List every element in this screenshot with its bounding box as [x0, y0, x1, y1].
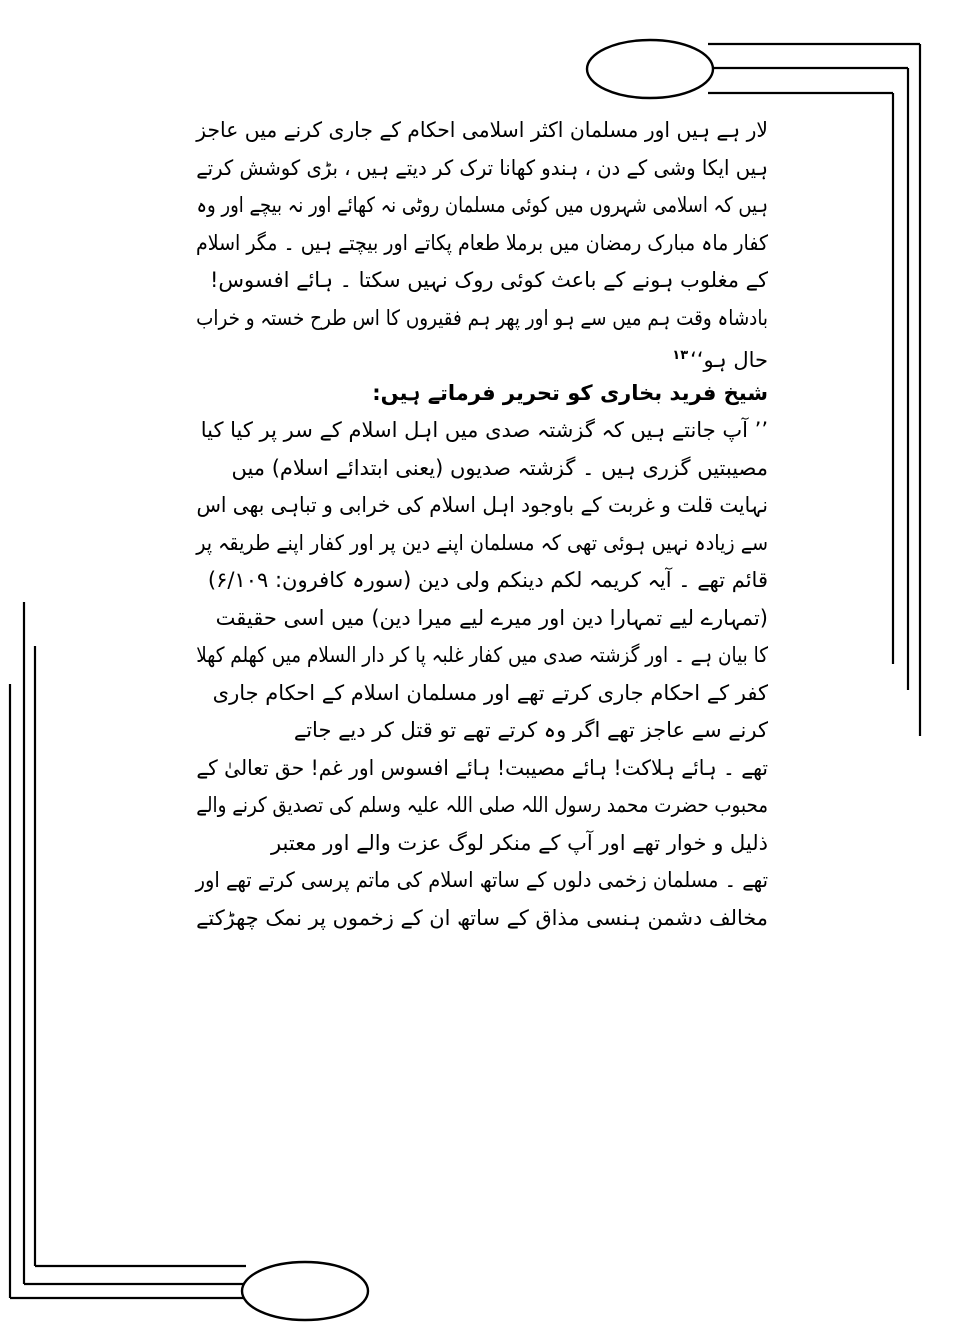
text-line: سے زیادہ نہیں ہوئی تھی کہ مسلمان اپنے دین پر اور کفار اپنے طریقہ پر	[196, 530, 768, 555]
text-line: ذلیل و خوار تھے اور آپ کے منکر لوگ عزت والے اور معتبر	[270, 830, 768, 855]
text-line: ہیں کہ اسلامی شہروں میں کوئی مسلمان روٹی نہ کھائے اور نہ بیچے اور وہ	[196, 193, 769, 217]
footnote-reference: ۱۳	[672, 348, 689, 363]
text-line: کرنے سے عاجز تھے اگر وہ کرتے تھے تو قتل کر دیے جاتے	[293, 718, 768, 742]
text-line: ’’ آپ جانتے ہیں کہ گزشتہ صدی میں اہل اسلام کے سر پر کیا کیا	[200, 418, 768, 442]
text-line: بادشاہ وقت ہم میں سے ہو اور پھر ہم فقیروں کا اس طرح خستہ و خراب	[196, 305, 768, 330]
text-line: تھے ۔ ہائے ہلاکت! ہائے مصیبت! ہائے افسوس اور غم! حق تعالیٰ کے	[196, 755, 768, 780]
text-line: لار ہے ہیں اور مسلمان اکثر اسلامی احکام کے جاری کرنے میں عاجز	[196, 118, 768, 142]
closing-text: حال ہو‘‘	[690, 348, 768, 372]
text-line: کفر کے احکام جاری کرتے تھے اور مسلمان اسلام کے احکام جاری	[212, 680, 768, 705]
text-line: کے مغلوب ہونے کے باعث کوئی روک نہیں سکتا ۔ ہائے افسوس!	[209, 268, 768, 292]
text-line: کفار ماہ مبارک رمضان میں برملا طعام پکاتے اور بیچتے ہیں ۔ مگر اسلام	[195, 230, 768, 255]
text-line: محبوب حضرت محمد رسول اللہ صلی اللہ علیہ وسلم کی تصدیق کرنے والے	[196, 793, 769, 817]
text-line: مخالف دشمن ہنسی مذاق کے ساتھ ان کے زخموں پر نمک چھڑکتے	[196, 905, 768, 930]
section-heading: شیخ فرید بخاری کو تحریر فرماتے ہیں:	[372, 380, 768, 405]
top-oval-ornament	[587, 40, 713, 98]
text-line: (تمہارے لیے تمہارا دین اور میرے لیے میرا دین) میں اسی حقیقت	[215, 605, 768, 630]
text-line: قائم تھے ۔ آیہ کریمہ لکم دینکم ولی دین (سورہ کافرون: ۶/۱۰۹)	[207, 568, 768, 592]
text-line: تھے ۔ مسلمان زخمی دلوں کے ساتھ اسلام کی ماتم پرسی کرتے تھے اور	[195, 868, 769, 892]
text-line: کا بیان ہے ۔ اور گزشتہ صدی میں کفار غلبہ پا کر دار السلام میں کھلم کھلا	[196, 643, 769, 667]
text-line: ہیں ایکا وشی کے دن ، ہندو کھانا ترک کر دیتے ہیں ، بڑی کوشش کرتے	[196, 155, 769, 180]
urdu-body-text	[196, 112, 768, 937]
text-line-last	[196, 337, 768, 375]
text-line: مصیبتیں گزری ہیں ۔ گزشتہ صدیوں (یعنی ابتدائے اسلام) میں	[231, 455, 768, 480]
bottom-oval-ornament	[242, 1262, 368, 1320]
text-line: نہایت قلت و غربت کے باوجود اہل اسلام کی خرابی و تباہی بھی اس	[196, 493, 768, 517]
